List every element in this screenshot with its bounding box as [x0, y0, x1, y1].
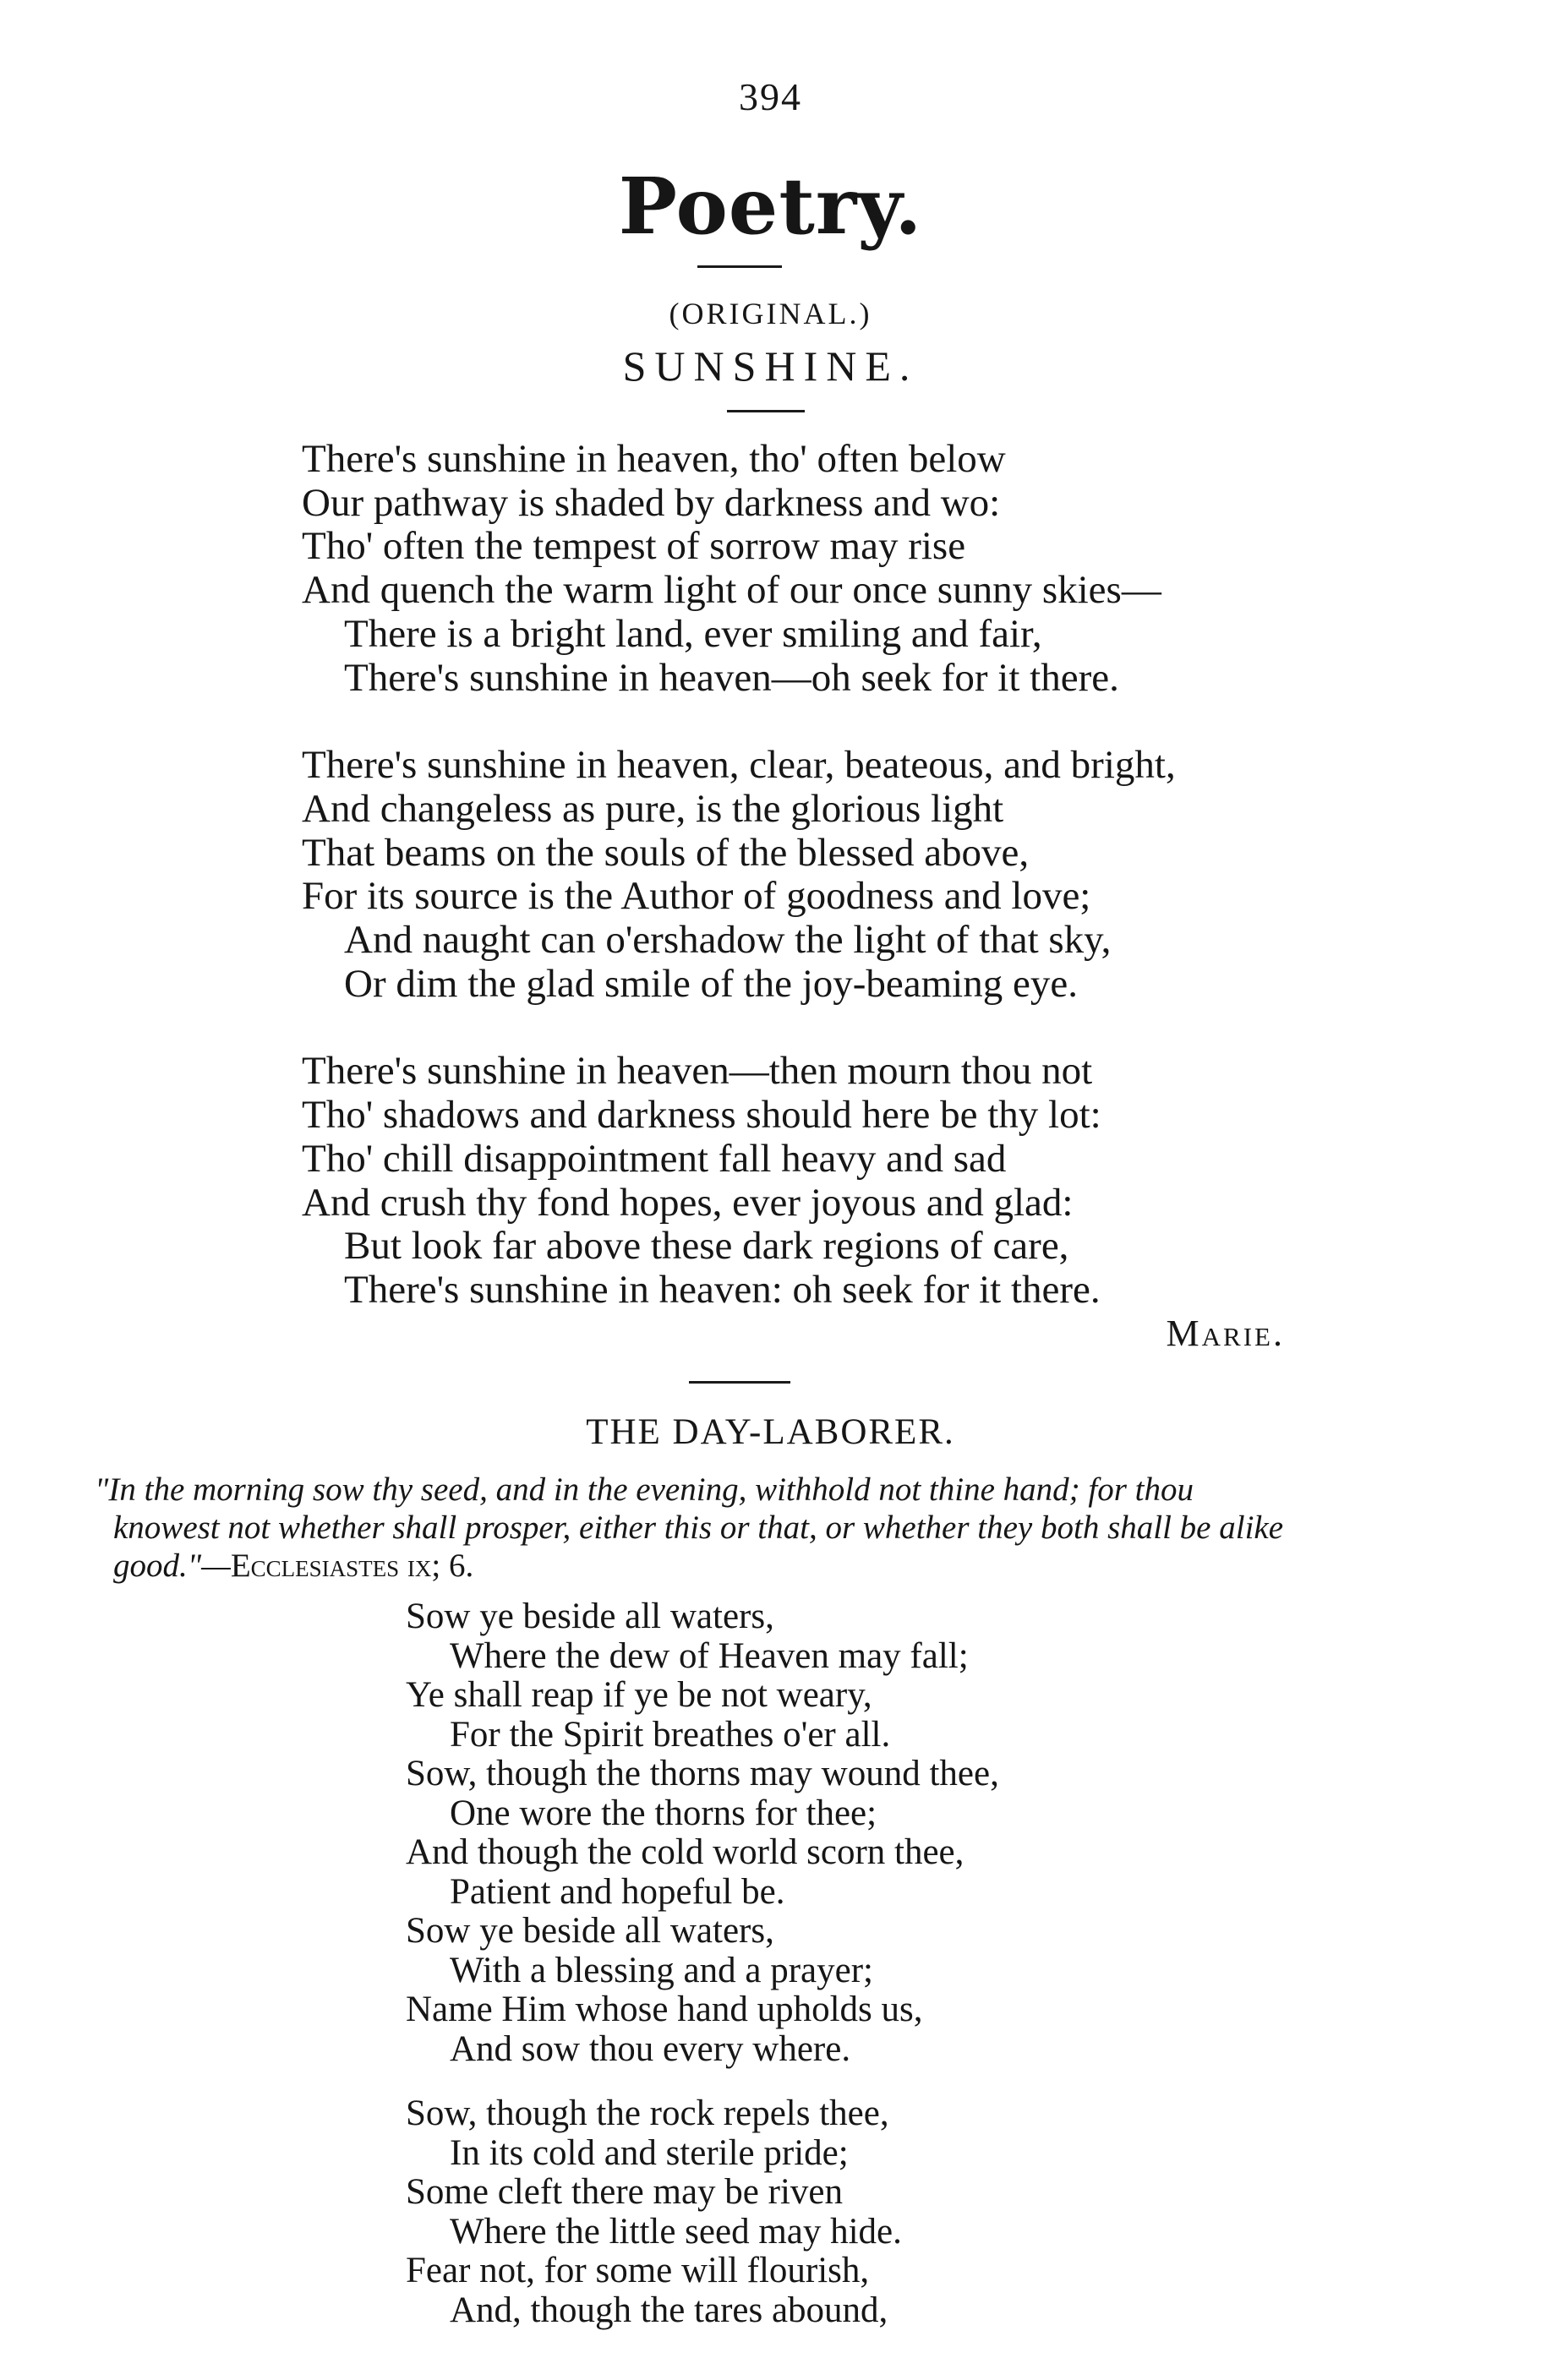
- poem-line: But look far above these dark regions of care,: [344, 1224, 1069, 1269]
- poem-line: One wore the thorns for thee;: [450, 1793, 877, 1833]
- poem-label: (ORIGINAL.): [669, 297, 872, 330]
- poem-line: Sow ye beside all waters,: [406, 1597, 774, 1636]
- poem-line: Name Him whose hand upholds us,: [406, 1990, 923, 2029]
- poem-line: Sow ye beside all waters,: [406, 1911, 774, 1951]
- poem-line: Tho' shadows and darkness should here be thy lot:: [302, 1093, 1101, 1138]
- poem-line: Sow, though the thorns may wound thee,: [406, 1754, 999, 1793]
- epigraph-text: good."—: [113, 1548, 231, 1584]
- poem-line: And sow thou every where.: [450, 2028, 851, 2069]
- poem-line: And, though the tares abound,: [450, 2290, 888, 2330]
- poem-line: There's sunshine in heaven—then mourn thou not: [302, 1049, 1093, 1094]
- poem-line: Where the dew of Heaven may fall;: [450, 1635, 969, 1676]
- poem-line: Our pathway is shaded by darkness and wo:: [302, 480, 1001, 525]
- stanza: [302, 438, 1176, 700]
- epigraph: [95, 1471, 1413, 1585]
- poem-title: SUNSHINE.: [622, 342, 919, 390]
- poem-line: Tho' often the tempest of sorrow may rise: [302, 524, 966, 569]
- poem-line: And crush thy fond hopes, ever joyous and glad:: [302, 1180, 1074, 1225]
- section-heading: Poetry.: [618, 161, 923, 252]
- poem-sunshine: [302, 438, 1176, 1356]
- stanza: [406, 2094, 999, 2330]
- poem-line: Patient and hopeful be.: [450, 1871, 785, 1912]
- poem-line: Where the little seed may hide.: [450, 2211, 902, 2252]
- poem-line: Sow, though the rock repels thee,: [406, 2093, 889, 2133]
- stanza: [406, 1597, 999, 2069]
- divider-rule: [697, 265, 782, 268]
- divider-rule: [727, 410, 805, 412]
- epigraph-source: Ecclesiastes ix; 6.: [230, 1548, 474, 1584]
- poem-line: And quench the warm light of our once sunny skies—: [302, 568, 1161, 613]
- poem-line: And though the cold world scorn thee,: [406, 1832, 964, 1872]
- poem-line: Ye shall reap if ye be not weary,: [406, 1675, 872, 1715]
- poem-line: There is a bright land, ever smiling and fair,: [344, 611, 1042, 656]
- stanza: [302, 1050, 1176, 1312]
- page-number: 394: [739, 75, 802, 118]
- poem-line: Or dim the glad smile of the joy-beaming eye.: [344, 961, 1078, 1006]
- poem-line: That beams on the souls of the blessed above,: [302, 830, 1030, 875]
- divider-rule: [689, 1381, 790, 1384]
- poem-line: And naught can o'ershadow the light of that sky,: [344, 918, 1112, 963]
- poem-line: With a blessing and a prayer;: [450, 1950, 873, 1990]
- poem-line: For the Spirit breathes o'er all.: [450, 1714, 891, 1755]
- epigraph-line: [95, 1547, 1413, 1585]
- stanza: [302, 744, 1176, 1006]
- epigraph-line: "In the morning sow thy seed, and in the evening, withhold not thine hand; for thou: [95, 1471, 1194, 1508]
- poem-line: There's sunshine in heaven, tho' often below: [302, 437, 1006, 481]
- poem-line: There's sunshine in heaven—oh seek for it there.: [344, 655, 1119, 700]
- poem-day-laborer: [406, 1597, 999, 2355]
- poem-line: For its source is the Author of goodness and love;: [302, 874, 1091, 919]
- epigraph-line: knowest not whether shall prosper, either this or that, or whether they both shall be alike: [113, 1509, 1284, 1546]
- poem-line: Some cleft there may be riven: [406, 2172, 843, 2212]
- poem-line: In its cold and sterile pride;: [450, 2132, 849, 2173]
- poem-line: Fear not, for some will flourish,: [406, 2251, 870, 2290]
- poem-title: THE DAY-LABORER.: [586, 1412, 955, 1452]
- poem-author: Marie.: [1166, 1313, 1285, 1354]
- poem-line: And changeless as pure, is the glorious light: [302, 786, 1004, 831]
- poem-line: There's sunshine in heaven: oh seek for it there.: [344, 1267, 1101, 1312]
- poem-line: There's sunshine in heaven, clear, beateous, and bright,: [302, 743, 1176, 788]
- poem-line: Tho' chill disappointment fall heavy and sad: [302, 1136, 1007, 1181]
